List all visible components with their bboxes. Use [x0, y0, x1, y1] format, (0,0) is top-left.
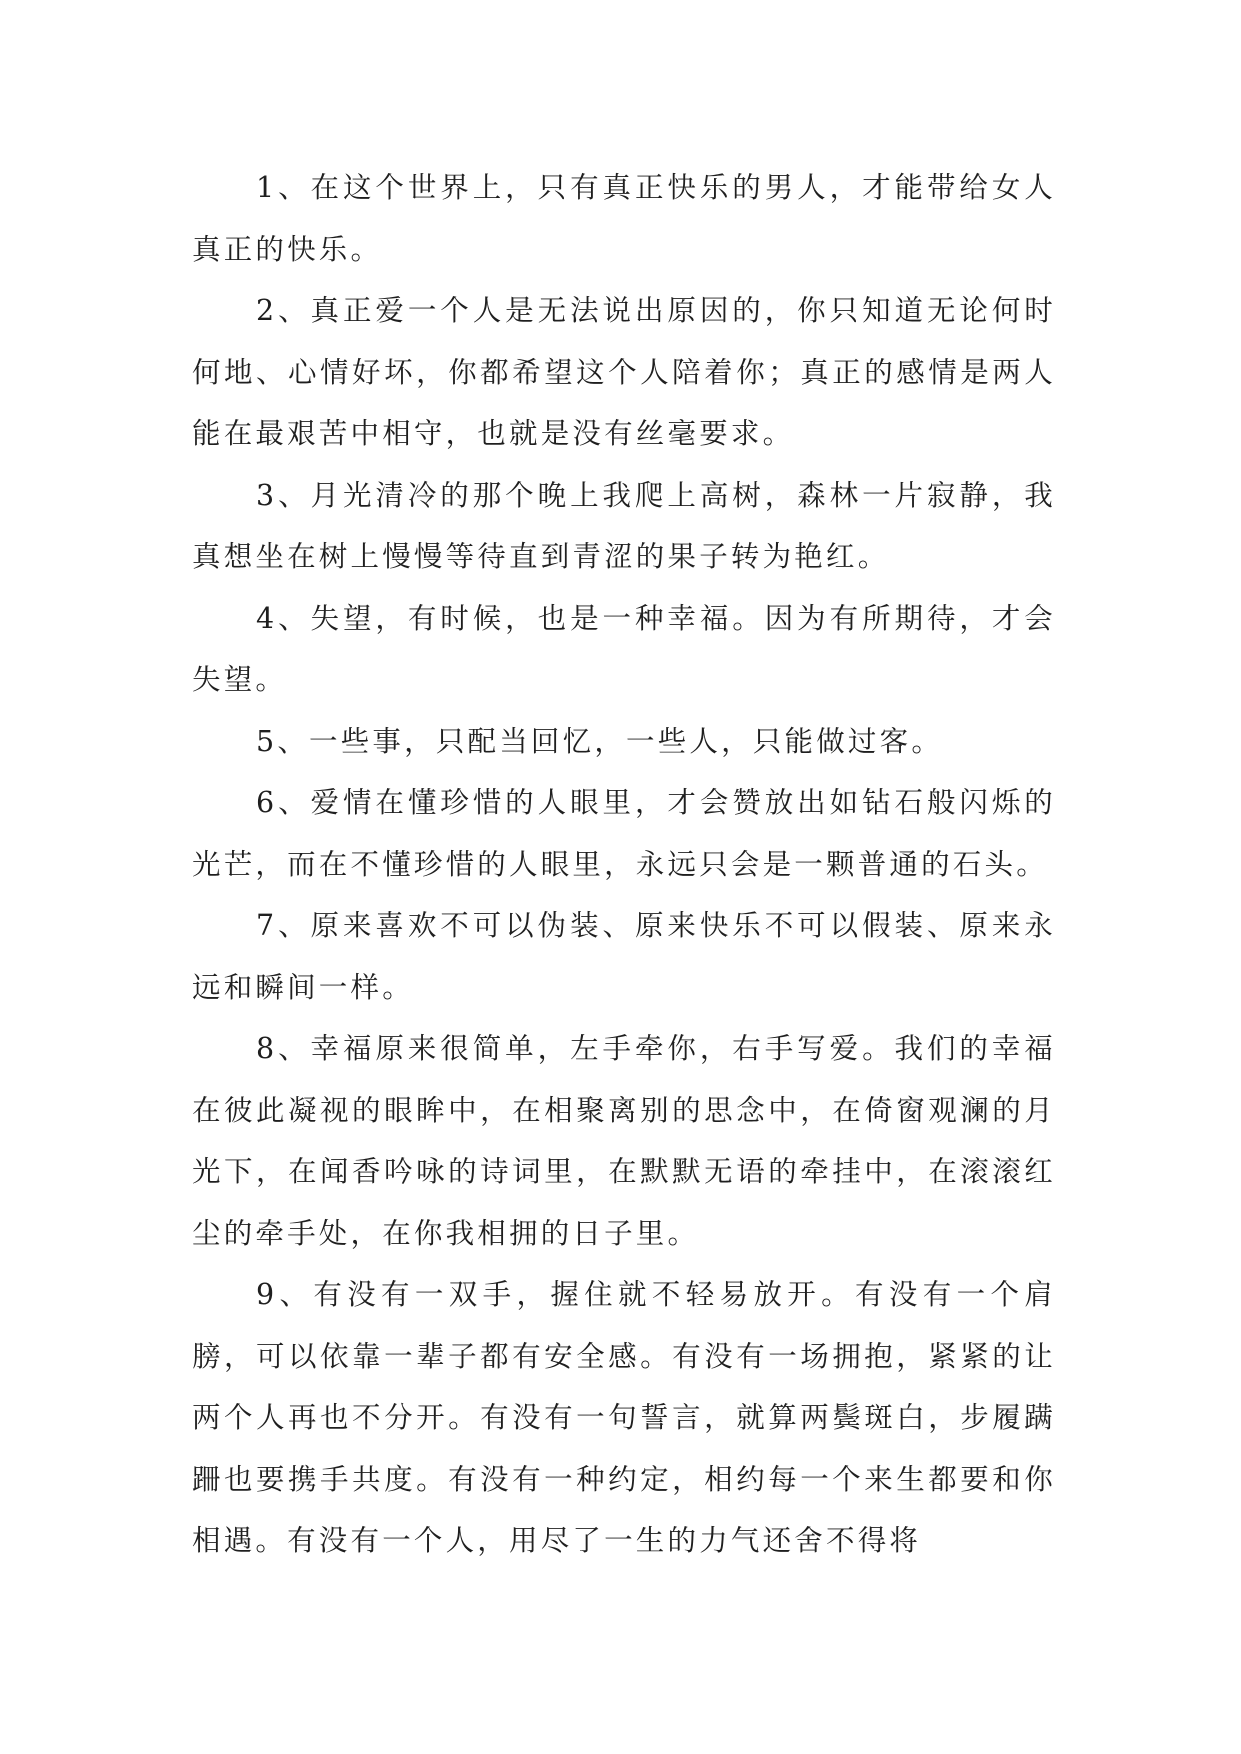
paragraph-9: 9、有没有一双手，握住就不轻易放开。有没有一个肩膀，可以依靠一辈子都有安全感。有没有一场拥抱，紧紧的让两个人再也不分开。有没有一句誓言，就算两鬓斑白，步履蹒跚也要携手共度。有没有一种约定，相约每一个来生都要和你相遇。有没有一个人，用尽了一生的力气还舍不得将: [192, 1278, 1056, 1557]
paragraph-1: 1、在这个世界上，只有真正快乐的男人，才能带给女人真正的快乐。: [192, 171, 1056, 266]
paragraph-2: 2、真正爱一个人是无法说出原因的，你只知道无论何时何地、心情好坏，你都希望这个人陪着你；真正的感情是两人能在最艰苦中相守，也就是没有丝毫要求。: [192, 294, 1056, 450]
paragraph-5: 5、一些事，只配当回忆，一些人，只能做过客。: [256, 724, 944, 758]
paragraph-7: 7、原来喜欢不可以伪装、原来快乐不可以假装、原来永远和瞬间一样。: [192, 909, 1056, 1004]
paragraph-8: 8、幸福原来很简单，左手牵你，右手写爱。我们的幸福在彼此凝视的眼眸中，在相聚离别的思念中，在倚窗观澜的月光下，在闻香吟咏的诗词里，在默默无语的牵挂中，在滚滚红尘的牵手处，在你我相拥的日子里。: [192, 1032, 1056, 1250]
document-body: [192, 157, 1056, 1572]
paragraph-6: 6、爱情在懂珍惜的人眼里，才会赞放出如钻石般闪烁的光芒，而在不懂珍惜的人眼里，永远只会是一颗普通的石头。: [192, 786, 1056, 881]
paragraph-4: 4、失望，有时候，也是一种幸福。因为有所期待，才会失望。: [192, 601, 1056, 696]
paragraph-3: 3、月光清冷的那个晚上我爬上高树，森林一片寂静，我真想坐在树上慢慢等待直到青涩的果子转为艳红。: [192, 478, 1056, 573]
